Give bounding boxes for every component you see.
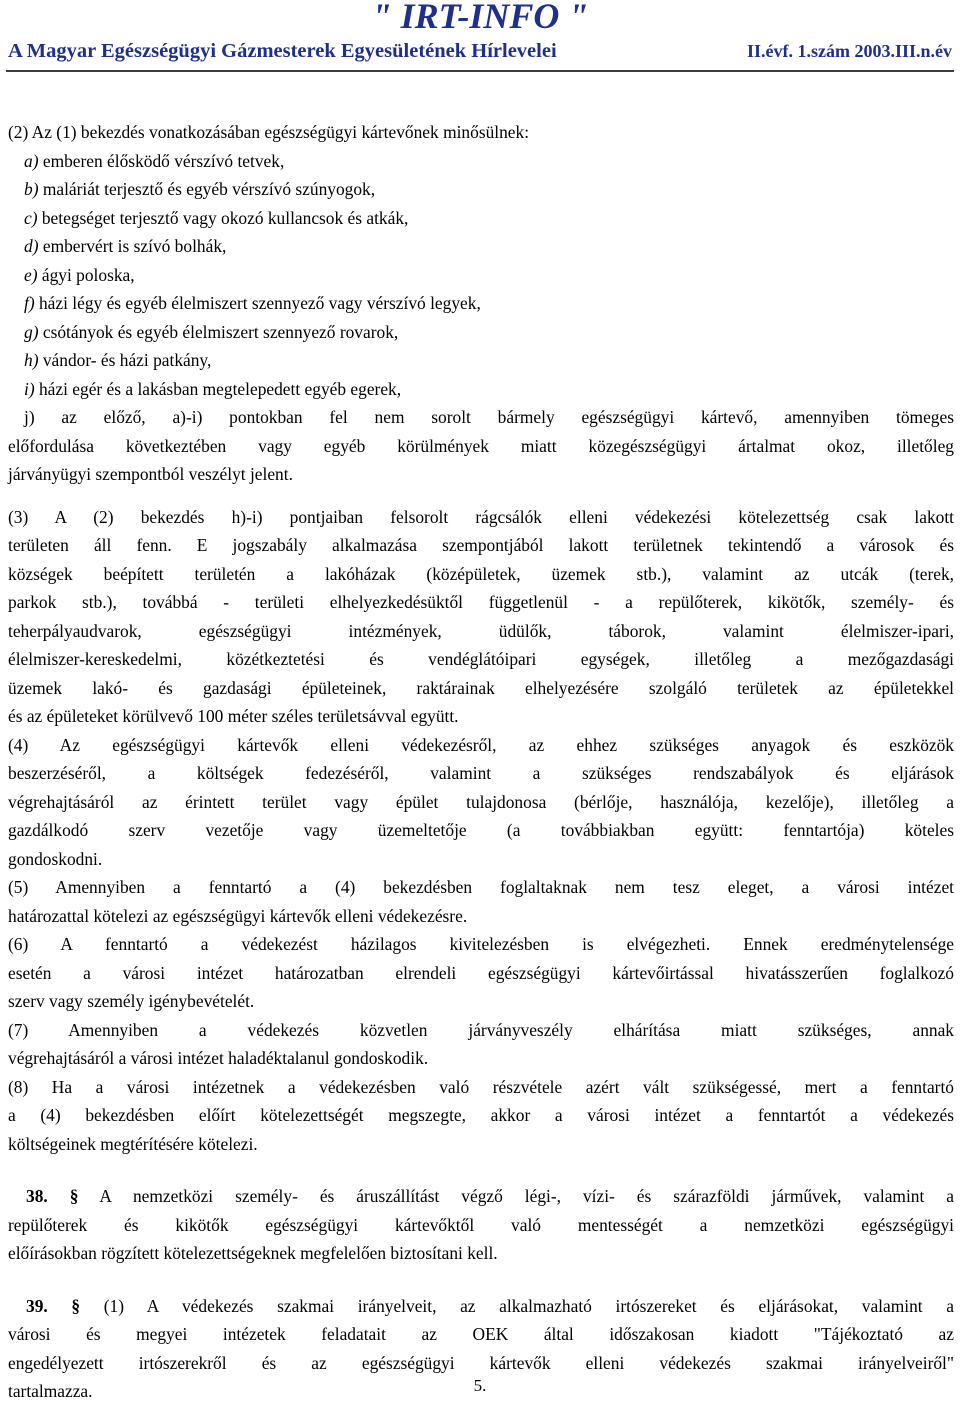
list-item [8,346,954,375]
issue-info: II.évf. 1.szám 2003.III.n.év [747,41,952,61]
item-text: csótányok és egyéb élelmiszert szennyező rovarok, [38,321,399,342]
document-body [8,118,954,1406]
text-line: élelmiszer-kereskedelmi, közétkeztetési és vendéglátóipari egységek, illetőleg a mezőgazdasági [8,649,954,669]
text-line: tartalmazza. [8,1381,93,1401]
section-number: 39. [26,1295,48,1316]
text-line: (7) Amennyiben a védekezés közvetlen járványveszély elhárítása miatt szükséges, annak [8,1019,954,1040]
paragraph-8 [8,1073,954,1159]
item-marker: b) [24,179,39,199]
paragraph-2 [8,118,954,489]
text-line: és az épületeket körülvevő 100 méter széles területsávval együtt. [8,706,459,726]
item-text: vándor- és házi patkány, [38,350,212,370]
newsletter-title: " IRT-INFO " [371,0,589,36]
text-line: (3) A (2) bekezdés h)-i) pontjaiban felsorolt rágcsálók elleni védekezési kötelezettség csak lakott [8,506,954,527]
section-sign: § [71,1295,81,1316]
paragraph-6 [8,930,954,1016]
list-item [8,232,954,261]
text-line: városi és megyei intézetek feladatait az OEK által időszakosan kiadott "Tájékoztató az [8,1324,954,1344]
item-marker: h) [24,350,39,370]
item-text: emberen élősködő vérszívó tetvek, [38,150,285,171]
text-line: j) az előző, a)-i) pontokban fel nem sorolt bármely egészségügyi kártevő, amennyiben tömeges [24,407,954,427]
text-line [8,1182,954,1211]
paragraph-3 [8,503,954,731]
text-line: határozattal kötelezi az egészségügyi kártevők elleni védekezésre. [8,905,468,926]
list-item [8,375,954,404]
list-item [8,204,954,233]
text-line: járványügyi szempontból veszélyt jelent. [8,464,293,484]
text-line: esetén a városi intézet határozatban elrendeli egészségügyi kártevőirtással hivatásszerűen foglalkozó [8,962,954,983]
text-line: előírásokban rögzített kötelezettségeknek megfelelően biztosítani kell. [8,1243,498,1263]
text-line: végrehajtásáról az érintett terület vagy épület tulajdonosa (bérlője, használója, kezelője), illetőleg a [8,791,954,812]
text-line: (5) Amennyiben a fenntartó a (4) bekezdésben foglaltaknak nem tesz eleget, a városi intézet [8,877,954,897]
page-number: 5. [473,1376,487,1395]
text-line: költségeinek megtérítésére kötelezi. [8,1133,258,1154]
pest-list-item-j-continued [8,432,954,489]
text-line: gazdálkodó szerv vezetője vagy üzemeltetője (a továbbiakban együtt: fenntartója) köteles [8,820,954,840]
newsletter-subtitle: A Magyar Egészségügyi Gázmesterek Egyesületének Hírlevelei [8,40,557,62]
item-marker: f) [24,293,35,313]
text-line: parkok stb.), továbbá - területi elhelyezkedésüktől függetlenül - a repülőterek, kikötők, személy- és [8,592,954,612]
text-line: beszerzéséről, a költségek fedezéséről, valamint a szükséges rendszabályok és eljárások [8,763,954,783]
item-marker: g) [24,321,39,342]
section-number: 38. [26,1186,48,1206]
list-item [8,261,954,290]
text-line: területen áll fenn. E jogszabály alkalmazása szempontjából lakott területnek tekintendő a városok és [8,535,954,555]
list-item [8,289,954,318]
item-text: ágyi poloska, [37,264,135,285]
item-text: embervért is szívó bolhák, [38,236,227,256]
text-line: (4) Az egészségügyi kártevők elleni védekezésről, az ehhez szükséges anyagok és eszközök [8,734,954,755]
paragraph-5 [8,873,954,930]
pest-list-item-j [8,403,954,432]
list-item [8,147,954,176]
text-line: gondoskodni. [8,848,103,869]
text-line: repülőterek és kikötők egészségügyi kártevőktől való mentességét a nemzetközi egészségügyi [8,1214,954,1235]
section-first-line: (1) A védekezés szakmai irányelveit, az alkalmazható irtószereket és eljárásokat, valamint a [80,1295,954,1316]
text-line: teherpályaudvarok, egészségügyi intézmények, üdülők, táborok, valamint élelmiszer-ipari, [8,620,954,641]
section-38 [8,1182,954,1268]
text-line: engedélyezett irtószerekről és az egészségügyi kártevők elleni védekezés szakmai irányelveiről" [8,1352,954,1373]
section-sign: § [69,1186,79,1206]
text-line: községek beépített területén a lakóházak (középületek, üzemek stb.), valamint az utcák (terek, [8,563,954,584]
list-item [8,318,954,347]
item-marker: i) [24,378,35,399]
header-divider [6,70,954,72]
text-line: (6) A fenntartó a védekezést házilagos kivitelezésben is elvégezheti. Ennek eredménytelensége [8,934,954,954]
item-marker: a) [24,150,39,171]
paragraph-7 [8,1016,954,1073]
item-text: házi egér és a lakásban megtelepedett egyéb egerek, [34,378,402,399]
item-marker: c) [24,207,38,228]
text-line: végrehajtásáról a városi intézet haladéktalanul gondoskodik. [8,1048,429,1068]
text-line: előfordulása következtében vagy egyéb körülmények miatt közegészségügyi ártalmat okoz, illetőleg [8,435,954,456]
list-item [8,175,954,204]
item-marker: e) [24,264,38,285]
text-line: üzemek lakó- és gazdasági épületeinek, raktárainak elhelyezésére szolgáló területek az épületekkel [8,677,954,698]
section-first-line: A nemzetközi személy- és áruszállítást végző légi-, vízi- és szárazföldi járművek, valamint a [78,1186,954,1206]
text-line [8,1292,954,1321]
newsletter-subtitle-bar [8,36,952,66]
item-text: betegséget terjesztő vagy okozó kullancsok és atkák, [37,207,409,228]
item-text: maláriát terjesztő és egyéb vérszívó szúnyogok, [38,179,376,199]
text-line: a (4) bekezdésben előírt kötelezettségét megszegte, akkor a városi intézet a fenntartót a védekezés [8,1105,954,1125]
item-text: házi légy és egyéb élelmiszert szennyező vagy vérszívó legyek, [34,293,481,313]
paragraph-4 [8,731,954,874]
paragraph-2-intro: (2) Az (1) bekezdés vonatkozásában egészségügyi kártevőnek minősülnek: [8,122,530,142]
text-line: (8) Ha a városi intézetnek a védekezésben való részvétele azért vált szükségessé, mert a fenntartó [8,1076,954,1097]
item-marker: d) [24,236,39,256]
text-line: szerv vagy személy igénybevételét. [8,991,255,1011]
pest-list [8,147,954,404]
